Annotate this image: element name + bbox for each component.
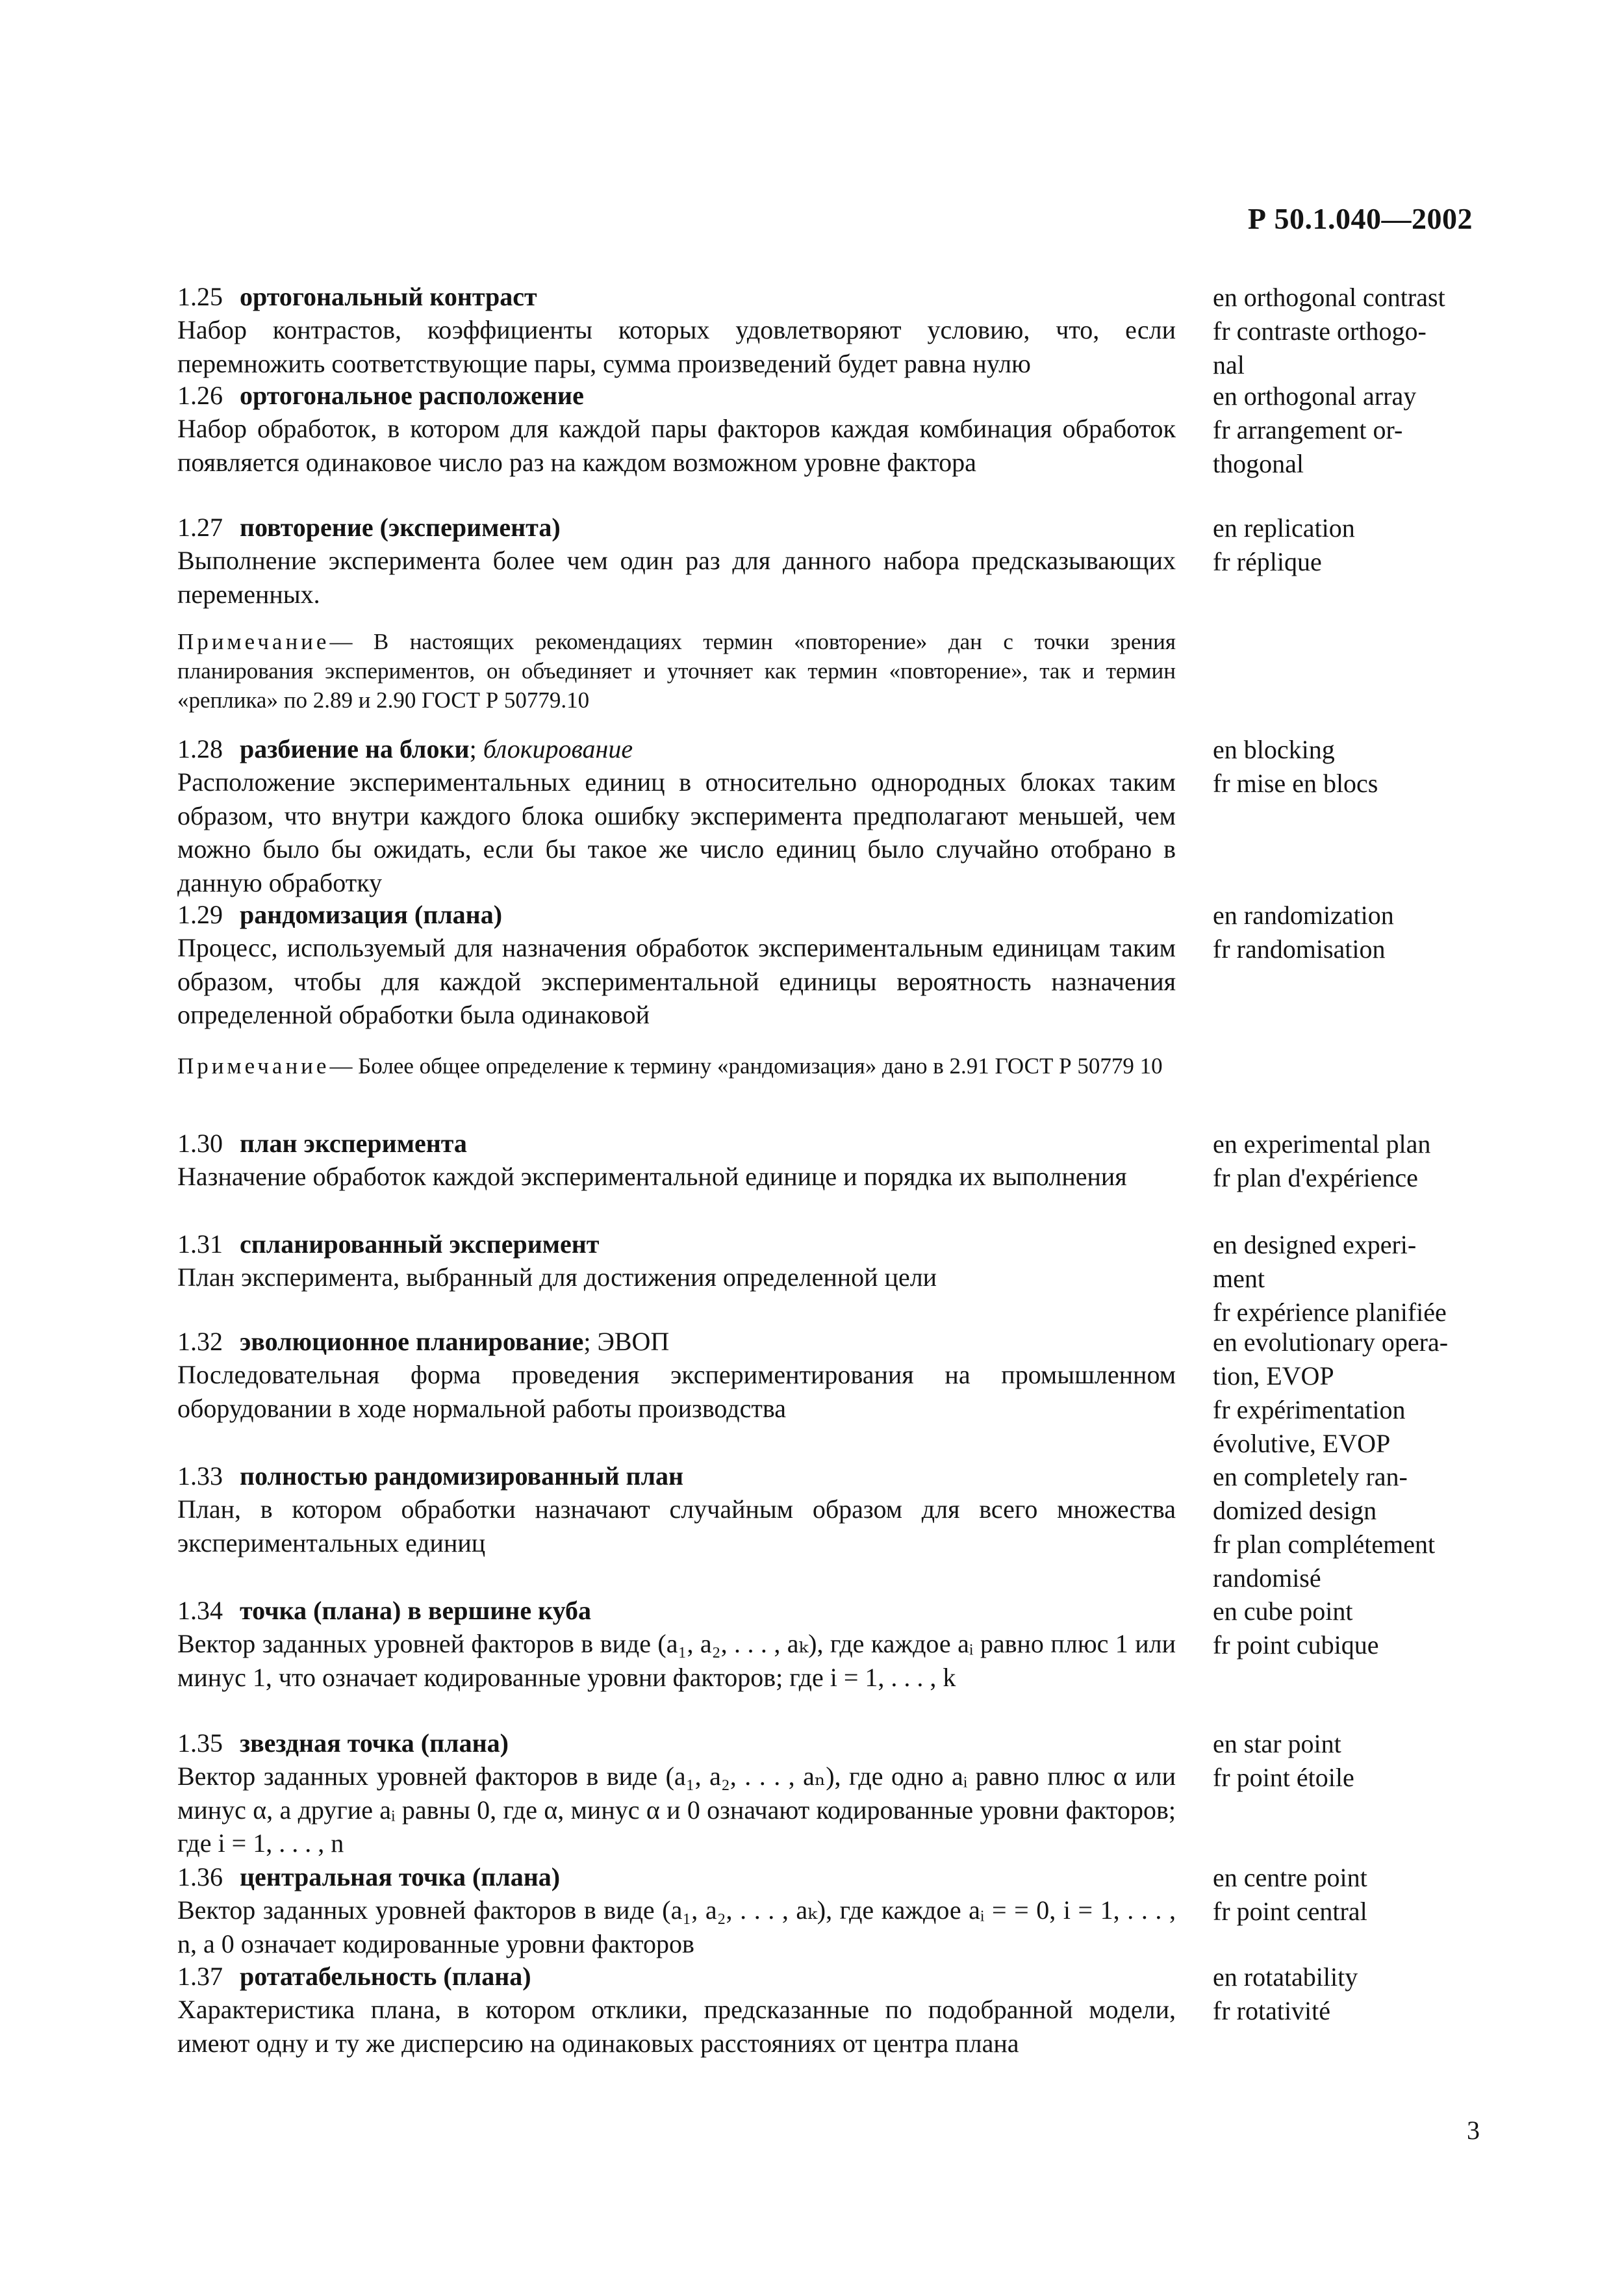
term-name: эволюционное планирование — [240, 1327, 584, 1356]
foreign-equivalents — [1213, 899, 1486, 966]
term-name: точка (плана) в вершине куба — [240, 1596, 592, 1625]
foreign-equivalents — [1213, 1861, 1486, 1929]
term-body — [177, 1960, 1176, 2060]
term-body — [177, 733, 1176, 899]
foreign-equivalent: en designed experi- — [1213, 1230, 1417, 1259]
foreign-equivalent: fr randomisation — [1213, 934, 1386, 964]
note — [177, 627, 1176, 715]
foreign-equivalent: en orthogonal array — [1213, 381, 1417, 411]
term-body — [177, 899, 1176, 1032]
term-number: 1.25 — [177, 282, 229, 311]
foreign-equivalent: en evolutionary opera- — [1213, 1327, 1449, 1357]
term-name: полностью рандомизированный план — [240, 1461, 684, 1491]
foreign-equivalent: fr expérimentation — [1213, 1395, 1406, 1424]
term-heading — [177, 1127, 1176, 1160]
foreign-equivalent: tion, EVOP — [1213, 1361, 1334, 1391]
term-number: 1.27 — [177, 513, 229, 542]
term-name: ортогональный контраст — [240, 282, 537, 311]
term-name: рандомизация (плана) — [240, 900, 503, 929]
term-separator: ; — [583, 1327, 598, 1356]
foreign-equivalent: en star point — [1213, 1729, 1341, 1758]
foreign-equivalent: en rotatability — [1213, 1962, 1358, 1992]
term-body — [177, 379, 1176, 479]
term-name: ортогональное расположение — [240, 381, 584, 410]
term-body — [177, 1861, 1176, 1960]
document-number: Р 50.1.040—2002 — [1247, 202, 1473, 235]
foreign-equivalent: en cube point — [1213, 1596, 1353, 1626]
term-number: 1.28 — [177, 734, 229, 763]
foreign-equivalent: fr point cubique — [1213, 1630, 1379, 1660]
term-body — [177, 511, 1176, 611]
foreign-equivalent: évolutive, EVOP — [1213, 1429, 1391, 1458]
term-heading — [177, 511, 1176, 544]
term-definition: Набор контрастов, коэффициенты которых удовлетворяют условию, что, если перемножить соответствующие пары, сумма произведений будет равна нулю — [177, 315, 1176, 378]
foreign-equivalents — [1213, 1595, 1486, 1662]
foreign-equivalents — [1213, 733, 1486, 801]
page-number: 3 — [1467, 2116, 1480, 2145]
term-definition: Последовательная форма проведения экспериментирования на промышленном оборудовании в ходе нормальной работы производства — [177, 1360, 1176, 1423]
foreign-equivalent: fr rotativité — [1213, 1996, 1331, 2025]
term-heading — [177, 1228, 1176, 1261]
foreign-equivalents — [1213, 379, 1486, 481]
term-definition: Вектор заданных уровней факторов в виде (a₁, a₂, . . . , aₖ), где каждое aᵢ = = 0, i = 1, . . . , n, а 0 означает кодированные уровни факторов — [177, 1895, 1176, 1958]
foreign-equivalent: en randomization — [1213, 901, 1394, 930]
foreign-equivalent: fr mise en blocs — [1213, 769, 1378, 798]
foreign-equivalent: thogonal — [1213, 449, 1304, 478]
term-heading — [177, 1727, 1176, 1760]
term-name: разбиение на блоки — [240, 734, 470, 763]
foreign-equivalents — [1213, 1460, 1486, 1595]
term-definition: Процесс, используемый для назначения обработок экспериментальным единицам таким образом, чтобы для каждой экспериментальной единицы вероятность назначения определенной обработки была одинаковой — [177, 933, 1176, 1029]
term-name: ротатабельность (плана) — [240, 1962, 531, 1991]
foreign-equivalent: randomisé — [1213, 1563, 1321, 1593]
term-heading — [177, 1960, 1176, 1993]
foreign-equivalent: fr plan complétement — [1213, 1530, 1436, 1559]
foreign-equivalent: en centre point — [1213, 1863, 1367, 1892]
term-number: 1.30 — [177, 1129, 229, 1158]
term-heading — [177, 1326, 1176, 1358]
term-heading — [177, 1460, 1176, 1493]
foreign-equivalents — [1213, 1228, 1486, 1329]
note-label: Примечание — [177, 629, 330, 654]
term-heading — [177, 733, 1176, 765]
foreign-equivalent: en orthogonal contrast — [1213, 283, 1445, 312]
term-definition: Выполнение эксперимента более чем один раз для данного набора предсказывающих переменных. — [177, 546, 1176, 609]
foreign-equivalent: fr plan d'expérience — [1213, 1163, 1418, 1192]
foreign-equivalent: fr point central — [1213, 1897, 1367, 1926]
term-name: спланированный эксперимент — [240, 1229, 600, 1259]
foreign-equivalent: en replication — [1213, 513, 1355, 543]
term-definition: Расположение экспериментальных единиц в относительно однородных блоках таким образом, что внутри каждого блока ошибку эксперимента предполагают меньшей, чем можно было бы ожидать, если бы такое же число единиц было случайно отобрано в данную обработку — [177, 767, 1176, 897]
term-body — [177, 1595, 1176, 1694]
foreign-equivalent: nal — [1213, 350, 1245, 379]
term-definition: План, в котором обработки назначают случайным образом для всего множества экспериментальных единиц — [177, 1494, 1176, 1558]
note-text: — Более общее определение к термину «рандомизация» дано в 2.91 ГОСТ Р 50779 10 — [329, 1053, 1163, 1079]
foreign-equivalent: fr contraste orthogo- — [1213, 316, 1427, 346]
term-body — [177, 1727, 1176, 1860]
term-body — [177, 1228, 1176, 1294]
term-number: 1.37 — [177, 1962, 229, 1991]
foreign-equivalents — [1213, 1727, 1486, 1795]
term-definition: Вектор заданных уровней факторов в виде (a₁, a₂, . . . , aₙ), где одно aᵢ равно плюс α или минус α, а другие aᵢ равны 0, где α, минус α и 0 означают кодированные уровни факторов; где i = 1, . . . , n — [177, 1762, 1176, 1858]
term-name: план эксперимента — [240, 1129, 467, 1158]
term-number: 1.26 — [177, 381, 229, 410]
foreign-equivalents — [1213, 511, 1486, 579]
foreign-equivalent: fr arrangement or- — [1213, 415, 1403, 444]
term-synonym: блокирование — [483, 734, 633, 763]
term-heading — [177, 899, 1176, 931]
term-number: 1.31 — [177, 1229, 229, 1259]
term-definition: План эксперимента, выбранный для достижения определенной цели — [177, 1263, 937, 1292]
term-heading — [177, 379, 1176, 412]
term-definition: Набор обработок, в котором для каждой пары факторов каждая комбинация обработок появляется одинаковое число раз на каждом возможном уровне фактора — [177, 414, 1176, 477]
term-number: 1.32 — [177, 1327, 229, 1356]
note-label: Примечание — [177, 1053, 330, 1079]
term-number: 1.36 — [177, 1862, 229, 1891]
term-name: центральная точка (плана) — [240, 1862, 561, 1891]
foreign-equivalents — [1213, 1127, 1486, 1195]
foreign-equivalent: en experimental plan — [1213, 1129, 1431, 1159]
term-definition: Вектор заданных уровней факторов в виде (a₁, a₂, . . . , aₖ), где каждое aᵢ равно плюс 1 или минус 1, что означает кодированные уровни факторов; где i = 1, . . . , k — [177, 1629, 1176, 1692]
foreign-equivalent: domized design — [1213, 1496, 1377, 1525]
term-heading — [177, 281, 1176, 313]
term-body — [177, 1127, 1176, 1194]
foreign-equivalent: fr expérience planifiée — [1213, 1298, 1447, 1327]
foreign-equivalent: ment — [1213, 1264, 1265, 1293]
foreign-equivalents — [1213, 1326, 1486, 1461]
term-name: повторение (эксперимента) — [240, 513, 561, 542]
foreign-equivalents — [1213, 281, 1486, 382]
term-definition: Назначение обработок каждой экспериментальной единице и порядка их выполнения — [177, 1162, 1127, 1191]
term-number: 1.34 — [177, 1596, 229, 1625]
term-number: 1.33 — [177, 1461, 229, 1491]
term-abbreviation: ЭВОП — [597, 1327, 670, 1356]
term-body — [177, 1326, 1176, 1425]
foreign-equivalent: en blocking — [1213, 735, 1335, 764]
term-heading — [177, 1595, 1176, 1627]
term-definition: Характеристика плана, в котором отклики, предсказанные по подобранной модели, имеют одну и ту же дисперсию на одинаковых расстояниях от центра плана — [177, 1995, 1176, 2058]
note — [177, 1051, 1176, 1081]
term-separator: ; — [469, 734, 483, 763]
term-body — [177, 281, 1176, 380]
foreign-equivalents — [1213, 1960, 1486, 2028]
foreign-equivalent: fr point étoile — [1213, 1763, 1354, 1792]
foreign-equivalent: fr réplique — [1213, 547, 1322, 576]
foreign-equivalent: en completely ran- — [1213, 1462, 1408, 1491]
term-heading — [177, 1861, 1176, 1893]
term-name: звездная точка (плана) — [240, 1728, 509, 1758]
note-text: — В настоящих рекомендациях термин «повторение» дан с точки зрения планирования экспериментов, он объединяет и уточняет как термин «повторение», так и термин «реплика» по 2.89 и 2.90 ГОСТ Р 50779.10 — [177, 629, 1176, 713]
term-number: 1.35 — [177, 1728, 229, 1758]
term-number: 1.29 — [177, 900, 229, 929]
term-body — [177, 1460, 1176, 1559]
